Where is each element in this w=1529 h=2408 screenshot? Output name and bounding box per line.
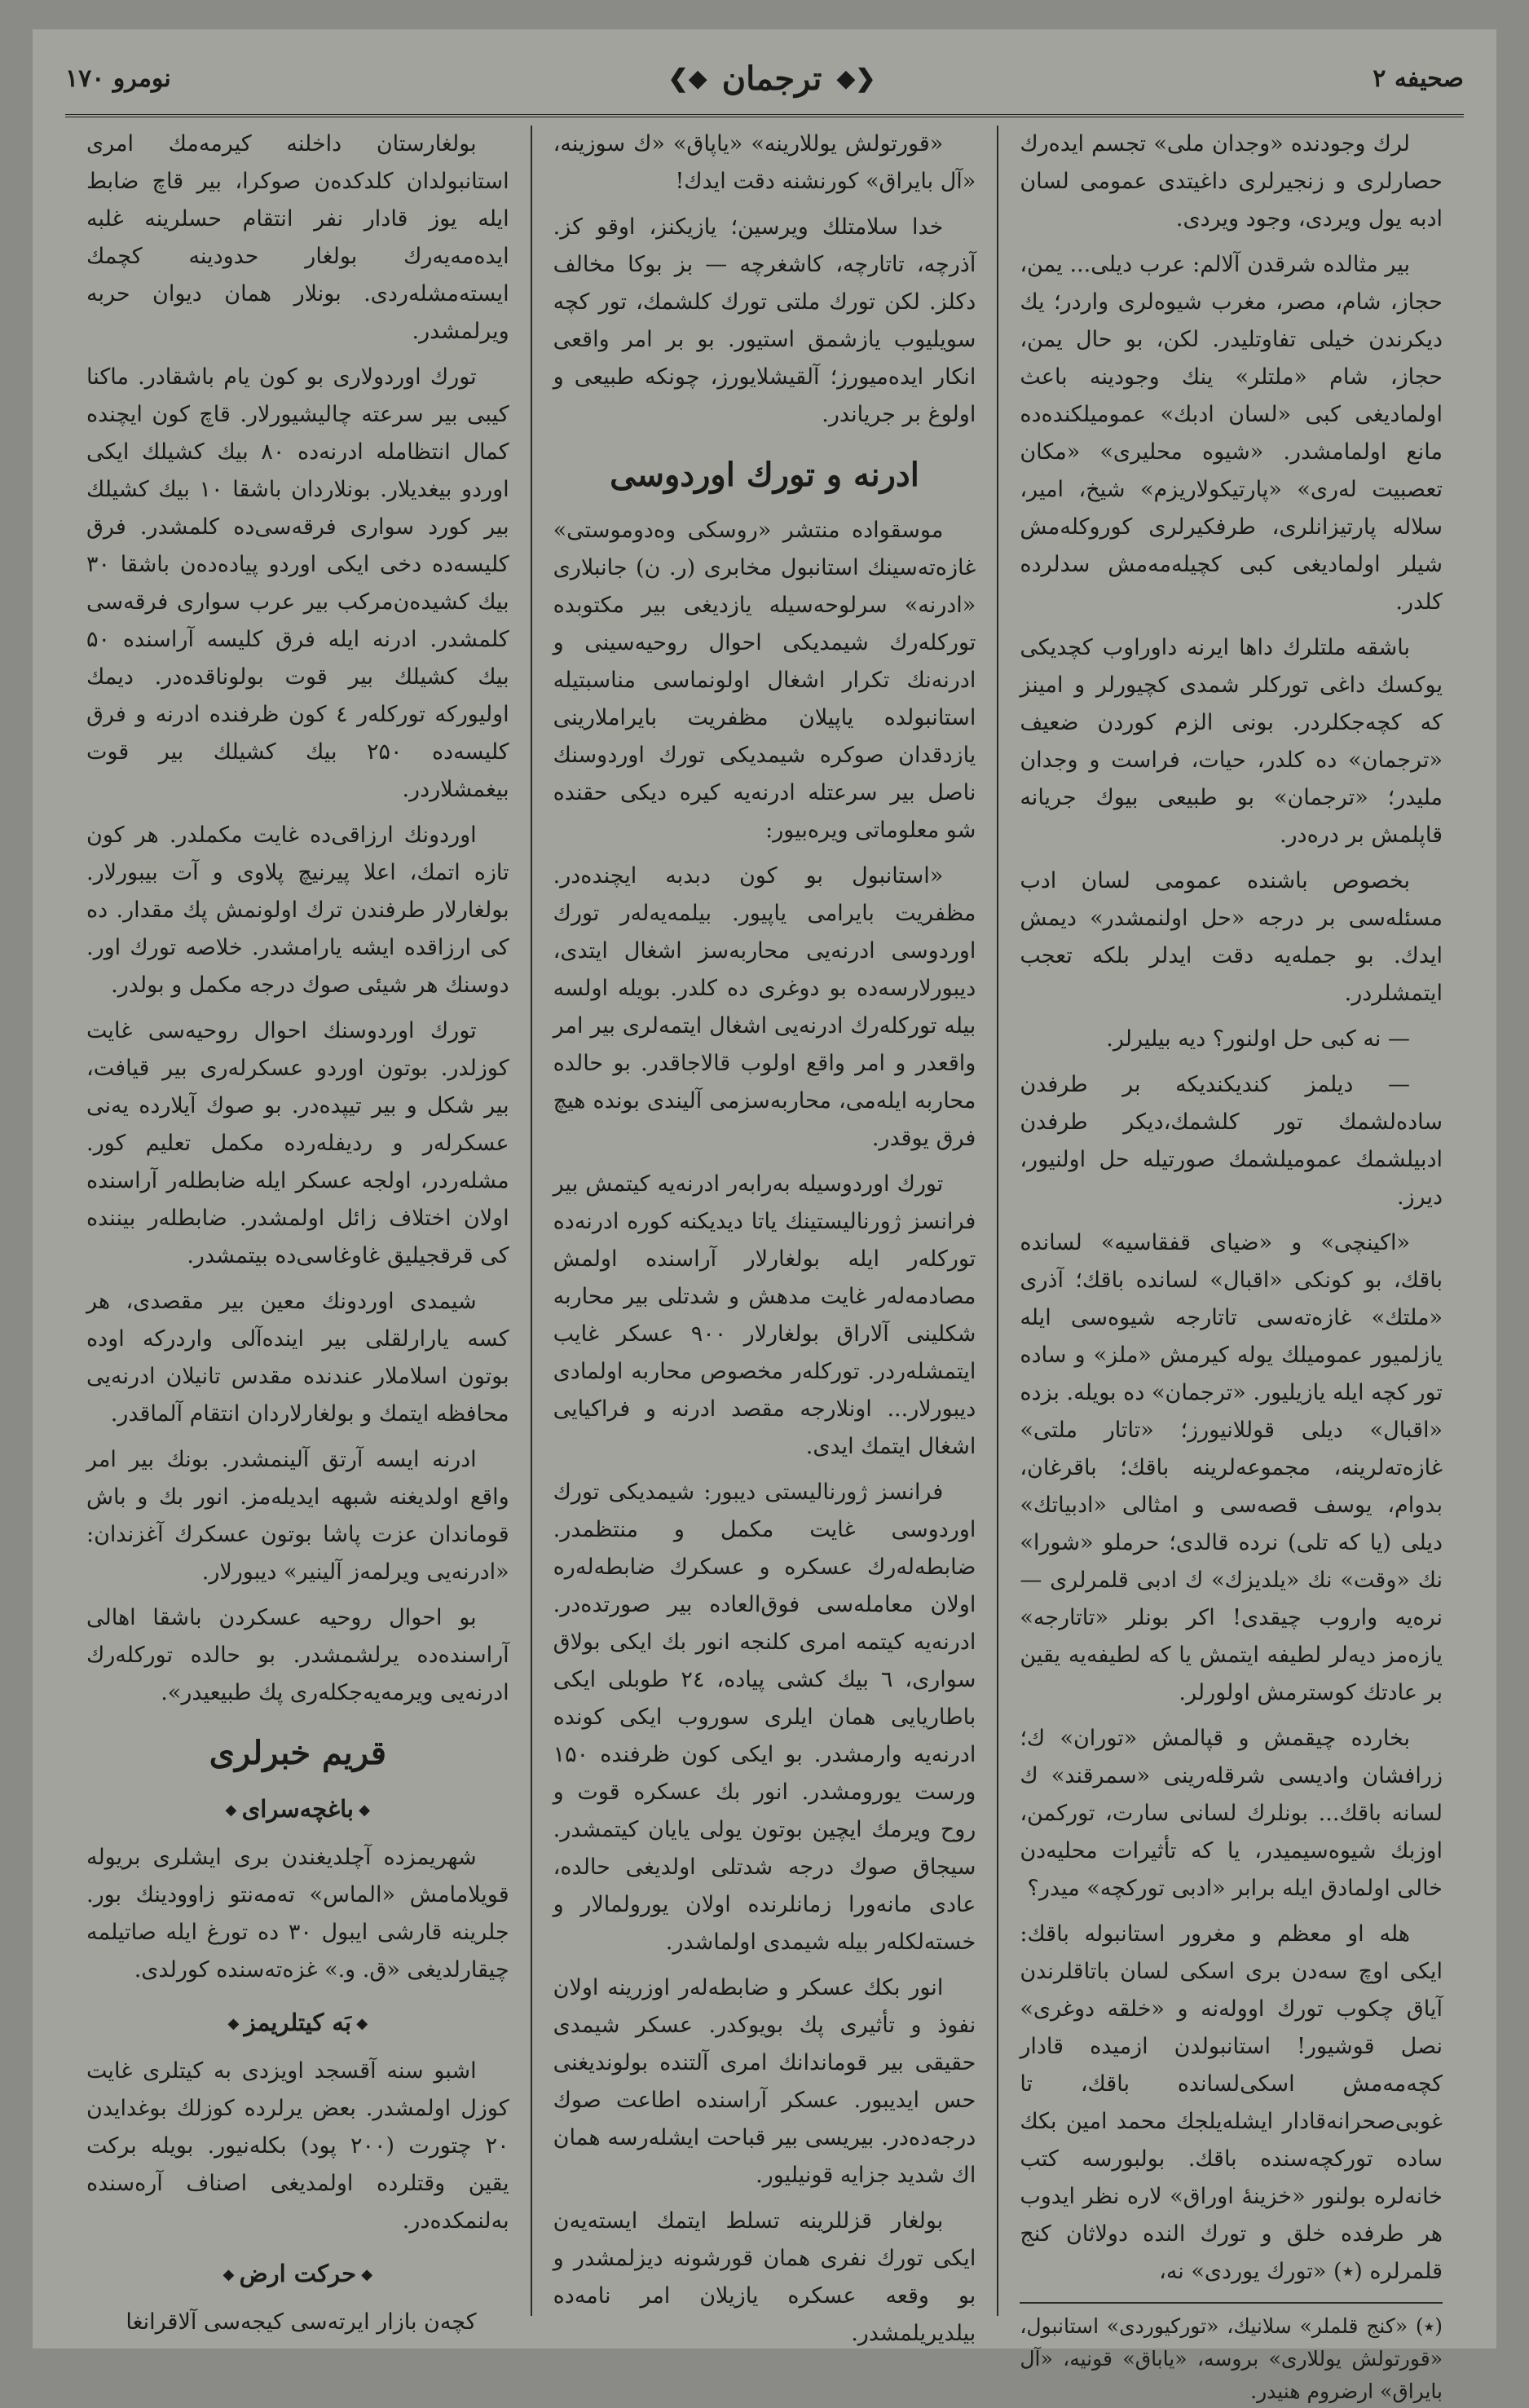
article-title: ادرنه و تورك اوردوسی <box>610 456 919 494</box>
column-right <box>998 126 1464 2403</box>
column-left <box>65 126 532 2335</box>
newspaper-page <box>33 29 1496 2403</box>
ornament-icon: ❮◆ <box>836 64 876 93</box>
columns <box>65 126 1464 2403</box>
paragraph: باشقه ملتلرك داها ایرنه داوراوب کچدیکی یوکسك داغی تورکلر شمدی کچیورلر و امینز که کچەجکلردر. بونی الزم کوردن ضعیف «ترجمان» ده کلدر، حیات، فراست و وجدان ملیدر؛ «ترجمان» بو طبیعی بیوك جریانه قاپلمش بر درەدر. <box>1020 635 1443 848</box>
paragraph: موسقواده منتشر «روسکی وه‌دوموستی» غازەتەسینك استانبول مخابری (ر. ن) جانبلاری «ادرنه» سرلوحەسیله یازدیغی بیر مکتوبده تورکلەرك شیمدیکی احوال روحیەسینی و ادرنەنك تکرار اشغال اولونماسی مناسبتیله استانبولده یاپیلان مظفریت بایراملارینی یازدقدان صوکره شیمدیکی تورك اوردوسنك ناصل بیر سرعتله ادرنه‌یه کیره دیکی حقنده شو معلوماتی ویرەبیور: <box>553 518 976 843</box>
paragraph: کچەن بازار ایرتەسی کیجەسی آلاقرانغا <box>126 2309 477 2335</box>
paragraph: — دیلمز کندیکندیکه بر طرفدن سادەلشمك تور کلشمك،دیکر طرفدن ادبیلشمك عمومیلشمك صورتیله حل اولنیور، دیرز. <box>1020 1072 1443 1210</box>
header-rule <box>65 114 1464 117</box>
page-number: صحیفه ۲ <box>1373 64 1464 93</box>
paragraph: بخصوص باشنده عمومی لسان ادب مسئلەسی بر درجه «حل اولنمشدر» دیمش ایدك. بو جمله‌یه دقت ایدلر بلکه تعجب ایتمشلردر. <box>1020 868 1443 1006</box>
newspaper-title-block <box>668 60 875 98</box>
newspaper-title: ترجمان <box>721 59 822 98</box>
issue-number: نومرو ۱۷۰ <box>65 64 171 93</box>
paragraph: ادرنه ایسه آرتق آلینمشدر. بونك بیر امر واقع اولدیغنه شبهه ایدیلەمز. انور بك و باش قوماندان عزت پاشا بوتون عسکرك آغزندان: «ادرنه‌یی ویرلمەز آلینیر» دیبورلار. <box>86 1447 509 1585</box>
paragraph: — نه کبی حل اولنور؟ دیه بیلیرلر. <box>1106 1026 1410 1052</box>
subsection-title: ◆ حرکت ارض ◆ <box>86 2255 509 2294</box>
paragraph: تورك اوردوسنك احوال روحیەسی غایت کوزلدر. بوتون اوردو عسکرلەری بیر قیافت، بیر شکل و بیر تیپده‌در. بو صوك آیلارده یەنی عسکرلەر و ردیفلەرده مکمل تعلیم کور. مشلەردر، اولجه عسکر ایله ضابطلەر آراسنده اولان اختلاف زائل اولمشدر. ضابطلەر بیننده کی قرقجیلیق غاوغاسی‌ده بیتمشدر. <box>86 1018 509 1268</box>
masthead <box>65 46 1464 111</box>
paragraph: «اکینچی» و «ضیای قفقاسیه» لسانده باقك، بو کونکی «اقبال» لسانده باقك؛ آذری «ملتك» غازەتەسی تاتارجه شیوەسی ایله یازلمیور عمومیلك یوله کیرمش «ملز» و ساده تور کچه ایله یازیلیور. «ترجمان» ده بویله. بزده «اقبال» دیلی قوللانیورز؛ «تاتار ملتی» غازەتەلرینه، مجموعەلرینه باقك؛ باقرغان، بدوام، یوسف قصه‌سی و امثالی «ادبیاتك» دیلی (یا که تلی) نرده قالدی؛ حرملو «شورا» نك «وقت» نك «یلدیزك» ك ادبی قلمرلری — نره‌یه واروب چیقدی! اکر بونلر «تاتارجه» یازەمز دیه‌لر لطیفه ایتمش یا که لطیفه‌یه یقین بر عادتك کوسترمش اولورلر. <box>1020 1230 1443 1705</box>
paragraph: فرانسز ژورنالیستی دیبور: شیمدیکی تورك اوردوسی غایت مکمل و منتظمدر. ضابطەلەرك عسکره و عسکرك ضابطەلەره اولان معاملەسی فوق‌العاده بیر صورتده‌در. ادرنه‌یه کیتمه امری کلنجه انور بك ایکی بولاق سواری، ٦ بیك کشی پیاده، ۲٤ طوبلی ایکی باطاریایی همان ایلری سوروب ایکی کونده ادرنه‌یه وارمشدر. بو ایکی کون ظرفنده ۱۵۰ ورست یورومشدر. انور بك عسکره قوت و روح ویرمك ایچین بوتون یولی یایان کیتمشدر. سیجاق صوك درجه شدتلی اولدیغی حالده، عادی مانەورا زمانلرنده اولان یورولمالار و خستەلكلەر بیله شیمدی اولماشدر. <box>553 1480 976 1955</box>
ornament-icon: ◆❯ <box>668 64 707 93</box>
paragraph: تورك اوردوسیله بەرابەر ادرنه‌یه کیتمش بیر فرانسز ژورنالیستینك یاتا دیدیکنه کوره ادرنه‌ده تورکلەر ایله بولغارلار آراسنده اولمش مصادمەلەر غایت مدهش و شدتلی بیر محاربه شکلینی آلاراق بولغارلار ۹۰۰ عسکر غایب ایتمشلەردر. تورکلەر مخصوص محاربه اولمادی دیبورلار... اونلارجه مقصد ادرنه و فراکیایی اشغال ایتمك ایدی. <box>553 1171 976 1459</box>
paragraph: لرك وجودنده «وجدان ملی» تجسم ایدەرك حصارلری و زنجیرلری داغیتدی عمومی لسان ادبه یول ویردی، وجود ویردی. <box>1020 131 1443 232</box>
footnote: (٭) «کنج قلملر» سلانیك، «تورکیوردی» استانبول، «قورتولش یوللاری» بروسه، «یاباق» قونیه، «آل بایراق» ارضروم هنیدر. <box>1020 2302 1443 2408</box>
paragraph: خدا سلامتلك ویرسین؛ یازیکنز، اوقو کز. آذرچه، تاتارچه، کاشغرچه — بز بوکا مخالف دکلز. لکن تورك ملتی تورك کلشمك، تور کچه سویلیوب یازشمق استیور. بو بر امر واقعی انکار ایدەمیورز؛ آلقیشلایورز، چونکه طبیعی و اولوغ بر جریاندر. <box>553 214 976 427</box>
paragraph: بو احوال روحیه عسکردن باشقا اهالی آراسنده‌ده یرلشمشدر. بو حالده تورکلەرك ادرنه‌یی ویرمەیەجکلەری پك طبیعیدر». <box>86 1605 509 1705</box>
paragraph: تورك اوردولاری بو کون یام باشقادر. ماکنا کیبی بیر سرعته چالیشیورلار. قاچ کون ایچنده کمال انتظامله ادرنه‌ده ۸۰ بیك کشیلك ایکی اوردو بیغدیلار. بونلاردان باشقا ۱۰ بیك کشیلك بیر کورد سواری فرقەسی‌ده کلمشدر. فرق کلیسه‌ده دخی ایکی اوردو پیاده‌دەن باشقا ۳۰ بیك کشیدەن‌مرکب بیر عرب سواری فرقەسی کلمشدر. ادرنه ایله فرق کلیسه آراسنده ۵۰ بیك کشیلك بیر قوت بولوناقده‌در. دیمك اولیورکه تورکلەر ٤ کون ظرفنده ادرنه و فرق کلیسه‌ده ۲۵۰ بیك کشیلك بیر قوت بیغمشلاردر. <box>86 364 509 802</box>
paragraph: انور بکك عسکر و ضابطەلەر اوزرینه اولان نفوذ و تأثیری پك بویوکدر. عسکر شیمدی حقیقی بیر قوماندانك امری آلتنده بولوندیغنی حس ایدیبور. عسکر آراسنده اطاعت صوك درجه‌ده‌در. بیریسی بیر قباحت ایشلەرسه همان اك شدید جزایه قونیلیور. <box>553 1975 976 2188</box>
paragraph: اشبو سنه آقسجد اویزدی به کیتلری غایت کوزل اولمشدر. بعض یرلرده کوزلك بوغدایدن ۲۰ چتورت (۲۰۰ پود) بکلەنیور. بویله برکت یقین وقتلرده اولمدیغی اصناف آرەسنده بەلنمکده‌در. <box>86 2058 509 2234</box>
paragraph: شهریمزده آچلدیغندن بری ایشلری بریوله قویلامامش «الماس» تەمەنتو زاوودینك بور. جلرینه قارشی ایبول ۳۰ ده تورغ ایله صاتیلمه چیقارلدیغی «ق. و.» غزەتەسنده کورلدی. <box>86 1845 509 1982</box>
subsection-title: ◆ باغچەسرای ◆ <box>86 1790 509 1829</box>
paragraph: اوردونك ارزاقی‌ده غایت مکملدر. هر کون تازه اتمك، اعلا پیرنیچ پلاوی و آت بیبورلار. بولغارلار طرفندن ترك اولونمش پك مقدار. ده کی ارزاقده ایشه یارامشدر. خلاصه تورك اور. دوسنك هر شیئی صوك درجه مکمل و بولدر. <box>86 823 509 998</box>
paragraph: شیمدی اوردونك معین بیر مقصدی، هر کسه یارارلقلی بیر ایندەآلی واردرکه اوده بوتون اسلاملار عندنده مقدس تانیلان ادرنه‌یی محافظه ایتمك و بولغارلاردان انتقام آلماقدر. <box>86 1289 509 1427</box>
paragraph: هله او معظم و مغرور استانبوله باقك: ایکی اوچ سەدن بری اسکی لسان باتاقلرندن آیاق چکوب تورك اوولەنه و «خلقه دوغری» نصل قوشیور! استانبولدن ازمیده قادار کچەمەمش اسکی‌لسانده باقك، تا غوبی‌صحرا‌نه‌قادار ایشلەیلجك محمد امین بکك ساده تورکچەسنده باقك. بولبورسه کتب خانه‌لره بولنور «خزینهٔ اوراق» لاره نظر ایدوب هر طرفده خلق و تورك النده دولاثان کنج قلمرلره (٭) «تورك یوردی» نه، <box>1020 1921 1443 2284</box>
paragraph: بولغار قزللرینه تسلط ایتمك ایستەیەن ایکی تورك نفری همان قورشونه دیزلمشدر و بو وقعه عسکره یازیلان امر نامەده بیلدیریلمشدر. <box>553 2208 976 2346</box>
column-middle <box>532 126 999 2346</box>
paragraph: «قورتولش یوللارینه» «یاپاق» «ك سوزینه، «آل بایراق» کورنشنه دقت ایدك! <box>553 131 976 194</box>
paragraph: بخارده چیقمش و قپالمش «توران» ك؛ زرافشان وادیسی شرقلەرینی «سمرقند» ك لسانه باقك... بونلرك لسانی سارت، تورکمن، اوزبك شیوەسیمیدر، یا که تأثیرات محلیه‌دن خالی اولمادق ایله برابر «ادبی تورکچه» میدر؟ <box>1020 1726 1443 1901</box>
subsection-title: ◆ بَه کیتلریمز ◆ <box>86 2004 509 2043</box>
section-title: قریم خبرلری <box>209 1734 386 1772</box>
paragraph: بیر مثالده شرقدن آلالم: عرب دیلی... یمن، حجاز، شام، مصر، مغرب شیوەلری واردر؛ یك دیکرندن خیلی تفاوتلیدر. لکن، بو حال یمن، حجاز، شام «ملتلر» ینك وجودینه باعث اولمادیغی کبی «لسان ادبك» عمومیلکنده‌ده مانع اولمامشدر. «شیوه محلیری» «مکان تعصبیت لەری» «پارتیکولاریزم» شیخ، امیر، سلاله پارتیزانلری، طرفکیرلری کوروکلەمش شیلر اولمادیغی کبی کچیلەمەمش سدلرده کلدر. <box>1020 252 1443 615</box>
paragraph: «استانبول بو کون دبدبه ایچنده‌در. مظفریت بایرامی یاپیور. بیلمەیەلەر تورك اوردوسی ادرنه‌یی محاربەسز اشغال ایتدی، دیبورلارسەده بو دوغری ده کلدر. بویله اولسه بیله تورکلەرك ادرنه‌یی اشغال ایتمەلری بیر امر واقعدر و امر واقع اولوب قالاجاقدر. بو حالده محاربه ایلەمی، محاربەسزمی آلیندی بونده هیچ فرق یوقدر. <box>553 863 976 1151</box>
paragraph: بولغارستان داخلنه کیرمەمك امری استانبولدان کلدکدەن صوکرا، بیر قاچ ضابط ایله یوز قادار نفر انتقام حسلرینه غلبه ایدەمەیەرك بولغار حدودینه کچمك ایستەمشلەردی. بونلار همان دیوان حربه ویرلمشدر. <box>86 131 509 344</box>
